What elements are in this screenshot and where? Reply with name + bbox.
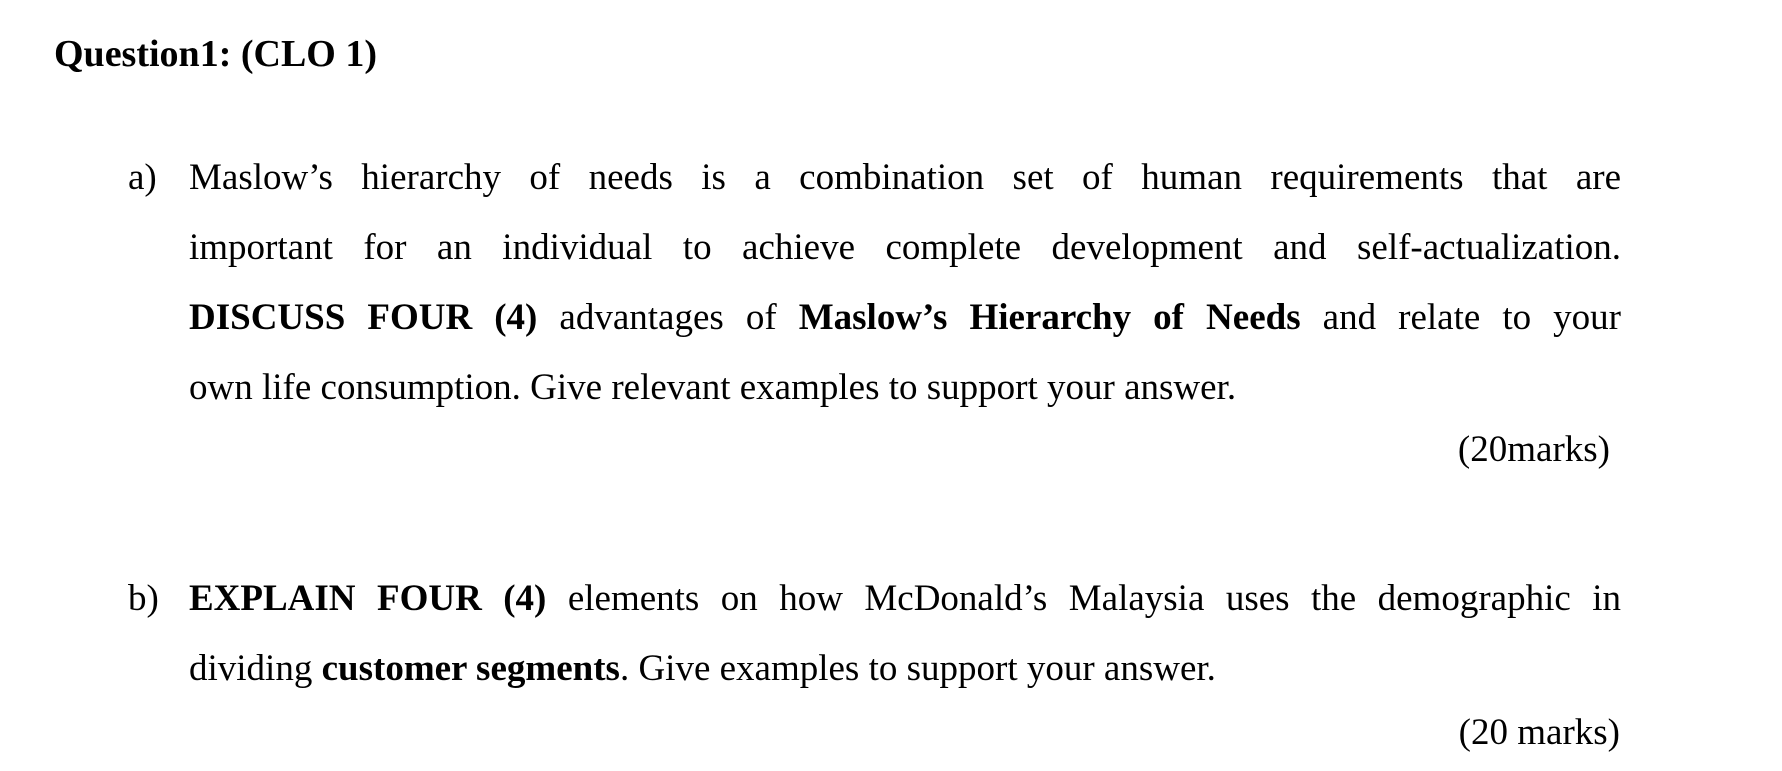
question-a-line-3-text-2: and relate to your [1300,297,1621,338]
question-a-line-1: Maslow’s hierarchy of needs is a combination set of human requirements that are [189,157,1621,198]
question-b-line-2-text-2: . Give examples to support your answer. [619,648,1216,689]
question-b-marks: (20 marks) [1458,712,1620,753]
question-b-letter: b) [128,578,159,619]
question-heading: Question1: (CLO 1) [54,33,377,75]
question-b-line-2 [189,634,1621,704]
question-a-marks: (20marks) [1457,429,1610,470]
question-b-line-2-text-1: dividing [189,648,322,689]
question-b-body [189,564,1621,704]
topic-customer-segments: customer segments [321,648,620,689]
instruction-discuss: DISCUSS FOUR (4) [189,297,538,338]
question-a-line-2: important for an individual to achieve complete development and self-actualization. [189,227,1621,268]
question-a-body [189,143,1621,423]
question-a-letter: a) [128,157,157,198]
question-a-line-3-text-1: advantages of [537,297,799,338]
instruction-explain: EXPLAIN FOUR (4) [189,578,547,619]
question-a-line-4: own life consumption. Give relevant examples to support your answer. [189,367,1237,408]
question-a-line-3 [189,283,1621,353]
topic-maslow: Maslow’s Hierarchy of Needs [798,297,1301,338]
question-b-line-1 [189,564,1621,634]
question-b-line-1-text: elements on how McDonald’s Malaysia uses the demographic in [546,578,1621,619]
